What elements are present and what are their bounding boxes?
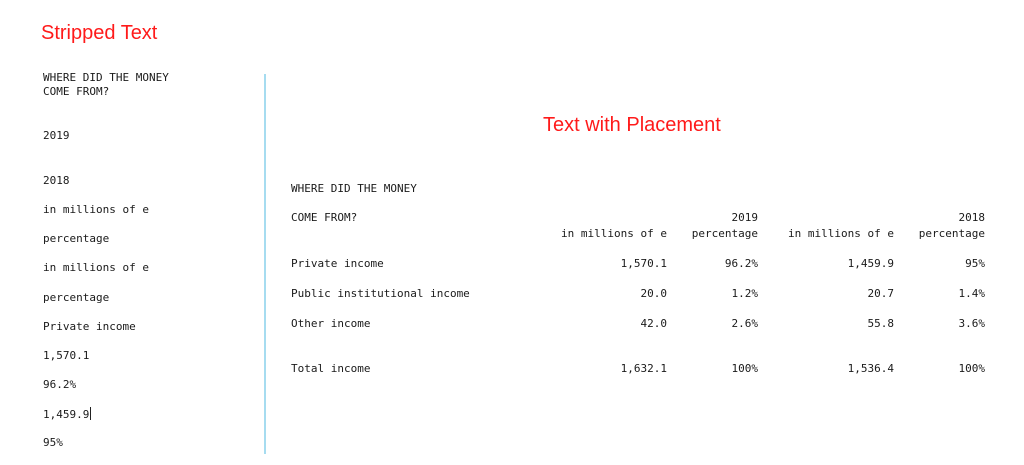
table-cell: 96.2%: [724, 257, 758, 270]
stripped-line-private-income: Private income: [43, 320, 136, 333]
stripped-line-title: WHERE DID THE MONEY COME FROM?: [43, 71, 169, 98]
table-cell: 2.6%: [731, 317, 758, 330]
table-cell: 1,536.4: [847, 362, 894, 375]
table-cell: 55.8: [867, 317, 894, 330]
stripped-line-value-4: 95%: [43, 436, 63, 449]
column-header-millions-2019: in millions of e: [561, 227, 667, 240]
table-row-label: Public institutional income: [291, 287, 470, 300]
stripped-line-percentage-1: percentage: [43, 232, 110, 245]
table-cell: 100%: [958, 362, 985, 375]
column-header-percentage-2019: percentage: [691, 227, 758, 240]
stripped-line-millions-2: in millions of e: [43, 261, 149, 274]
table-cell: 100%: [731, 362, 758, 375]
stripped-line-value-3[interactable]: [43, 407, 91, 422]
text-cursor: [90, 407, 91, 420]
table-cell: 1.4%: [958, 287, 985, 300]
table-cell: 1,459.9: [847, 257, 894, 270]
stripped-line-2018: 2018: [43, 174, 70, 187]
stripped-line-percentage-2: percentage: [43, 291, 110, 304]
stripped-text-heading: Stripped Text: [41, 22, 158, 44]
table-cell: 1,632.1: [620, 362, 667, 375]
stripped-line-value-2: 96.2%: [43, 378, 77, 391]
table-cell: 42.0: [640, 317, 667, 330]
text-with-placement-heading: Text with Placement: [543, 114, 721, 136]
table-title-line2: COME FROM?: [291, 211, 358, 224]
panel-divider: [264, 74, 266, 454]
table-row-label: Private income: [291, 257, 384, 270]
stripped-line-2019: 2019: [43, 129, 70, 142]
table-title-line1: WHERE DID THE MONEY: [291, 182, 417, 195]
table-cell: 95%: [965, 257, 985, 270]
column-header-percentage-2018: percentage: [918, 227, 985, 240]
table-cell: 3.6%: [958, 317, 985, 330]
stripped-line-millions-1: in millions of e: [43, 203, 149, 216]
table-cell: 1,570.1: [620, 257, 667, 270]
table-cell: 20.7: [867, 287, 894, 300]
year-2019-header: 2019: [731, 211, 758, 224]
stripped-line-value-3-text: 1,459.9: [43, 408, 90, 421]
table-cell: 1.2%: [731, 287, 758, 300]
year-2018-header: 2018: [958, 211, 985, 224]
table-cell: 20.0: [640, 287, 667, 300]
table-row-label: Total income: [291, 362, 371, 375]
column-header-millions-2018: in millions of e: [788, 227, 894, 240]
table-row-label: Other income: [291, 317, 371, 330]
stripped-line-value-1: 1,570.1: [43, 349, 90, 362]
